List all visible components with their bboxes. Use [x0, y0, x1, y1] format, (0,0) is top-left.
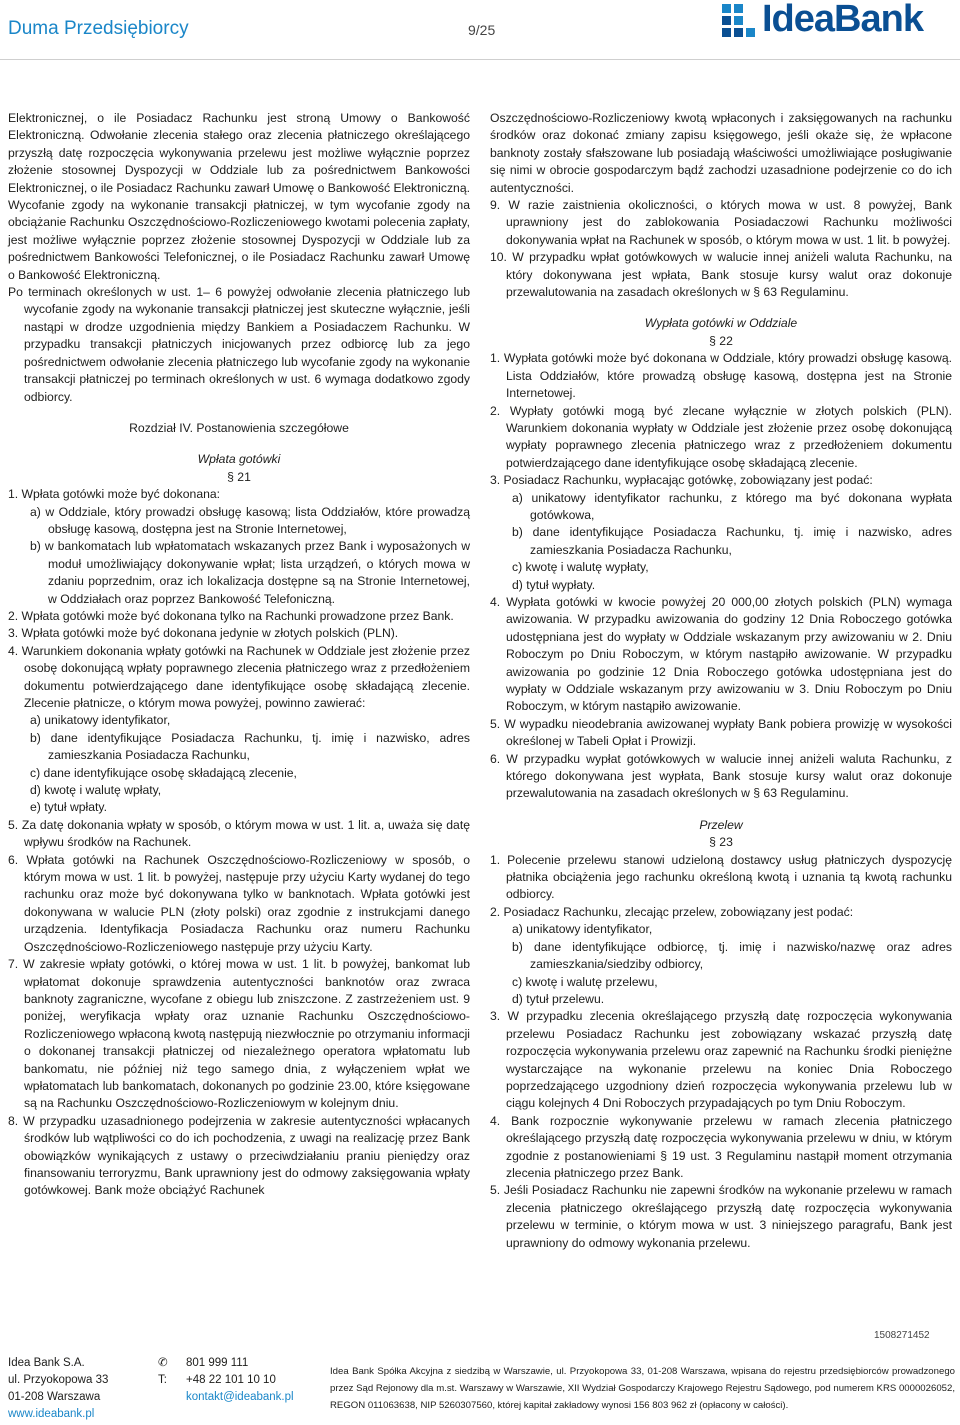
list-item: a) unikatowy identyfikator,	[30, 713, 171, 728]
logo-dots-icon	[722, 2, 760, 40]
list-item: 3. Posiadacz Rachunku, wypłacając gotówkę, zobowiązany jest podać:	[490, 473, 873, 488]
left-column	[8, 110, 470, 1200]
list-item: 5. Jeśli Posiadacz Rachunku nie zapewni środków na wykonanie przelewu w ramach zlecenia płatniczego określającego przyszłą datę rozpoczęcia wykonywania przelewu w terminie, o którym mowa w ust. 3 niniejszego paragrafu, Bank jest uprawniony do odmowy wykonania przelewu.	[490, 1183, 952, 1250]
list-item: 1. Wypłata gotówki może być dokonana w Oddziale, który prowadzi obsługę kasową. Lista Oddziałów, które prowadzą obsługę kasową, dostępna jest na Stronie Internetowej.	[490, 351, 952, 401]
list-item: b) dane identyfikujące odbiorcę, tj. imię i nazwisko/nazwę oraz adres zamieszkania/siedziby odbiorcy,	[512, 939, 952, 972]
list-item: 2. Wpłata gotówki może być dokonana tylko na Rachunki prowadzone przez Bank.	[8, 608, 454, 623]
logo-text: IdeaBank	[762, 0, 923, 40]
section-heading: Wpłata gotówki	[197, 452, 281, 467]
telephone: +48 22 101 10 10	[186, 1374, 276, 1386]
list-item: c) kwotę i walutę przelewu,	[512, 974, 658, 989]
paragraph: Elektronicznej, o ile Posiadacz Rachunku jest stroną Umowy o Bankowość Elektroniczną. Odwołanie zlecenia stałego oraz zlecenia płatniczego określającego przyszłą datę rozpoczęcia wykonywania przelewu jest możliwe wyłącznie poprzez złożenie stosownej Dyspozycji w Oddziale lub za pośrednictwem Bankowości Elektronicznej, o ile Posiadacz Rachunku zawarł Umowę o Bankowość Elektroniczną. Wycofanie zgody na wykonanie transakcji płatniczej, w tym wycofanie zgody na obciążanie Rachunku Oszczędnościowo-Rozliczeniowego kwotami polecenia zapłaty, jest możliwe wyłącznie poprzez złożenie stosownej Dyspozycji w Oddziale lub za pośrednictwem Bankowości Telefonicznej, o ile Posiadacz Rachunku zawarł Umowę o Bankowość Elektroniczną.	[8, 111, 470, 282]
page-number: 9/25	[468, 22, 496, 38]
list-item: 1. Polecenie przelewu stanowi udzieloną dostawcy usług płatniczych dyspozycję płatnika obciążenia jego rachunku określoną kwotą i uznania tą kwotą rachunku odbiorcy.	[490, 852, 952, 902]
tel-label: T:	[158, 1374, 167, 1386]
paragraph-sign: § 21	[227, 469, 251, 484]
list-item: b) w bankomatach lub wpłatomatach wskazanych przez Bank i wyposażonych w moduł umożliwiający dokonywanie wpłat; lista urządzeń, o których mowa w zdaniu poprzednim, oraz ich lokalizacja dostępne są na Stronie Internetowej, w Oddziałach oraz poprzez Bankowość Telefoniczną.	[30, 539, 470, 606]
hotline: 801 999 111	[186, 1357, 249, 1369]
list-item: 7. W zakresie wpłaty gotówki, o której mowa w ust. 1 lit. b powyżej, bankomat lub wpłatomat dokonuje sprawdzenia autentyczności banknotów oraz zwraca banknoty zagraniczne, wycofane z obiegu lub zniszczone. Z zastrzeżeniem ust. 9 poniżej, weryfikacja wpłaty oraz uznanie Rachunku Oszczędnościowo-Rozliczeniowego wpłaconą kwotą następują niezwłocznie po otrzymaniu informacji o dokonanej transakcji płatniczej od niezależnego operatora wpłatomatu lub bankomatu, nie później niż tego samego dnia, z wyłączeniem wpłat we wpłatomatach lub bankomatach, dokonanych po godzinie 23.00, które księgowane są na Rachunku Oszczędnościowo-Rozliczeniowym w kolejnym dniu.	[8, 957, 470, 1111]
list-item: b) dane identyfikujące Posiadacza Rachunku, tj. imię i nazwisko, adres zamieszkania Posiadacza Rachunku,	[512, 525, 952, 557]
section-heading: Wypłata gotówki w Oddziale	[644, 316, 798, 331]
email-link[interactable]: kontakt@ideabank.pl	[186, 1391, 294, 1403]
city: 01-208 Warszawa	[8, 1391, 101, 1403]
right-column	[490, 110, 952, 1252]
list-item: 8. W przypadku uzasadnionego podejrzenia w zakresie autentyczności wpłacanych środków lub wątpliwości co do ich pochodzenia, z uwagi na realizację przez Bank obowiązków wynikających z ustawy o przeciwdziałaniu praniu pieniędzy oraz finansowaniu terroryzmu, Bank uprawniony jest do odmowy zaksięgowania wpłaty gotówkowej. Bank może obciążyć Rachunek	[8, 1113, 470, 1198]
footer-address	[8, 1355, 148, 1423]
list-item: 2. Wypłaty gotówki mogą być zlecane wyłącznie w złotych polskich (PLN). Warunkiem dokonania wypłaty w Oddziale jest złożenie przez osobę dokonującą wypłaty poprawnego zlecenia płatniczego wraz z przedłożeniem dokumentu potwierdzającego dane identyfikujące osobę składającą zlecenie.	[490, 403, 952, 470]
list-item: b) dane identyfikujące Posiadacza Rachunku, tj. imię i nazwisko, adres zamieszkania Posiadacza Rachunku,	[30, 730, 470, 763]
street: ul. Przyokopowa 33	[8, 1374, 109, 1386]
list-item: 4. Warunkiem dokonania wpłaty gotówki na Rachunek w Oddziale jest złożenie przez osobę dokonującą wpłaty poprawnego zlecenia płatniczego wraz z przedłożeniem dokumentu potwierdzającego dane identyfikujące osobę składającą zlecenie. Zlecenie płatnicze, o którym mowa powyżej, powinno zawierać:	[8, 643, 470, 710]
list-item: 6. W przypadku wypłat gotówkowych w walucie innej aniżeli waluta Rachunku, z którego dokonywana jest wypłata, Bank stosuje kursy walut oraz dokonuje przewalutowania na zasadach określonych w § 63 Regulaminu.	[490, 751, 952, 801]
list-item: 5. Za datę dokonania wpłaty w sposób, o którym mowa w ust. 1 lit. a, uważa się datę wpływu środków na Rachunek.	[8, 817, 470, 850]
idea-bank-logo	[722, 2, 958, 42]
list-item: d) tytuł wypłaty.	[512, 577, 596, 592]
paragraph-sign: § 23	[709, 835, 733, 850]
list-item: a) w Oddziale, który prowadzi obsługę kasową; lista Oddziałów, które prowadzą obsługę kasową, dostępna jest na Stronie Internetowej,	[30, 504, 470, 536]
list-item: 5. W wypadku nieodebrania awizowanej wypłaty Bank pobiera prowizję w wysokości określonej w Tabeli Opłat i Prowizji.	[490, 716, 952, 749]
list-item: 4. Wypłata gotówki w kwocie powyżej 20 000,00 złotych polskich (PLN) wymaga awizowania. W przypadku awizowania do godziny 12 Dnia Roboczego gotówka udostępniana jest do wypłaty w Oddziale wskazanym przy awizowaniu w 2. Dniu Roboczym po Dniu Roboczym, w którym nastąpiło awizowanie. W przypadku awizowania po godzinie 12 Dnia Roboczego gotówka udostępniana jest do wypłaty w Oddziale wskazanym przy awizowaniu w 3. Dniu Roboczym po Dniu Roboczym, w którym nastąpiło awizowanie.	[490, 594, 952, 714]
list-item: e) tytuł wpłaty.	[30, 800, 107, 815]
phone-icon: ✆	[158, 1357, 168, 1369]
list-item: 3. Wpłata gotówki może być dokonana jedynie w złotych polskich (PLN).	[8, 626, 399, 641]
list-item: c) kwotę i walutę wypłaty,	[512, 560, 649, 575]
document-code: 1508271452	[874, 1330, 930, 1341]
list-item: 10. W przypadku wpłat gotówkowych w walucie innej aniżeli waluta Rachunku, na który dokonywana jest wpłata, Bank stosuje kursy walut oraz dokonuje przewalutowania na zasadach określonych w § 63 Regulaminu.	[490, 250, 952, 300]
list-item: a) unikatowy identyfikator,	[512, 922, 653, 937]
section-heading: Przelew	[699, 817, 743, 832]
list-item: 1. Wpłata gotówki może być dokonana:	[8, 487, 221, 502]
paragraph-sign: § 22	[709, 333, 733, 348]
list-item: d) kwotę i walutę wpłaty,	[30, 783, 162, 798]
list-item: a) unikatowy identyfikator rachunku, z którego ma być dokonana wypłata gotówkowa,	[512, 490, 952, 522]
list-item: 9. W razie zaistnienia okoliczności, o których mowa w ust. 8 powyżej, Bank uprawniony jest do zablokowania Posiadaczowi Rachunku możliwości dokonywania wpłat na Rachunek w sposób, o którym mowa w ust. 1 lit. b powyżej.	[490, 198, 952, 247]
chapter-heading: Rozdział IV. Postanowienia szczegółowe	[129, 420, 349, 435]
page-footer	[0, 1355, 960, 1425]
footer-contact	[158, 1355, 318, 1406]
document-title: Duma Przedsiębiorcy	[8, 18, 189, 39]
page-header	[0, 0, 960, 60]
website-link[interactable]: www.ideabank.pl	[8, 1408, 95, 1420]
list-item: Po terminach określonych w ust. 1– 6 powyżej odwołanie zlecenia płatniczego lub wycofanie zgody na wykonanie transakcji płatniczej jest skuteczne wyłącznie, jeśli nastąpi w drodze uzgodnienia między Bankiem a Posiadaczem Rachunku. W przypadku transakcji płatniczych inicjowanych przez odbiorcę lub za jego pośrednictwem odwołanie zlecenia płatniczego lub wycofanie zgody na wykonanie transakcji płatniczej po terminach określonych w ust. 6 wymaga dodatkowo zgody odbiorcy.	[8, 285, 470, 404]
list-item: c) dane identyfikujące osobę składającą zlecenie,	[30, 765, 297, 780]
list-item: 3. W przypadku zlecenia określającego przyszłą datę rozpoczęcia wykonywania przelewu Posiadacz Rachunku jest zobowiązany wskazać przyszłą datę rozpoczęcia wykonywania przelewu oraz zapewnić na Rachunku środki pieniężne wystarczające na wykonanie przelewu na koniec Dnia Roboczego poprzedzającego uzgodniony dzień rozpoczęcia wykonywania przelewu lub w ciągu kolejnych 4 Dni Roboczych przypadających po tym Dniu Roboczym.	[490, 1009, 952, 1111]
list-item: 2. Posiadacz Rachunku, zlecając przelew, zobowiązany jest podać:	[490, 904, 854, 919]
legal-notice: Idea Bank Spółka Akcyjna z siedzibą w Warszawie, ul. Przyokopowa 33, 01-208 Warszawa, wpisana do rejestru przedsiębiorców prowadzonego przez Sąd Rejonowy dla m.st. Warszawy w Warszawie, XII Wydział Gospodarczy Krajowego Rejestru Sądowego, pod numerem KRS 0000026052, REGON 011063638, NIP 5260307560, której kapitał zakładowy wynosi 156 803 962 zł (opłacony w całości).	[330, 1366, 955, 1411]
paragraph: Oszczędnościowo-Rozliczeniowy kwotą wpłaconych i zaksięgowanych na rachunku środków oraz dokonać zmiany zapisu księgowego, jeśli okaże się, że wpłacone banknoty zostały sfałszowane lub posiadają właściwości umożliwiające posługiwanie się nimi w obrocie gospodarczym bądź zachodzi uzasadnione podejrzenie co do ich autentyczności.	[490, 111, 952, 195]
list-item: 4. Bank rozpocznie wykonywanie przelewu w ramach zlecenia płatniczego określającego przyszłą datę rozpoczęcia wykonywania przelewu w dniu, w którym zgodnie z postanowieniami § 19 ust. 3 Regulaminu nastąpił moment otrzymania zlecenia płatniczego przez Bank.	[490, 1113, 952, 1180]
list-item: 6. Wpłata gotówki na Rachunek Oszczędnościowo-Rozliczeniowy w sposób, o którym mowa w ust. 1 lit. b powyżej, następuje przy użyciu Karty wydanej do tego rachunku oraz może być dokonywana tylko w banknotach. Wpłata gotówki jest dokonywana w walucie PLN (złoty polski) oraz zgodnie z instrukcjami danego urządzenia. Identyfikacja Posiadacza Rachunku oraz numeru Rachunku Oszczędnościowo-Rozliczeniowego następuje przy użyciu Karty.	[8, 852, 470, 954]
company-name: Idea Bank S.A.	[8, 1357, 85, 1369]
list-item: d) tytuł przelewu.	[512, 991, 605, 1006]
